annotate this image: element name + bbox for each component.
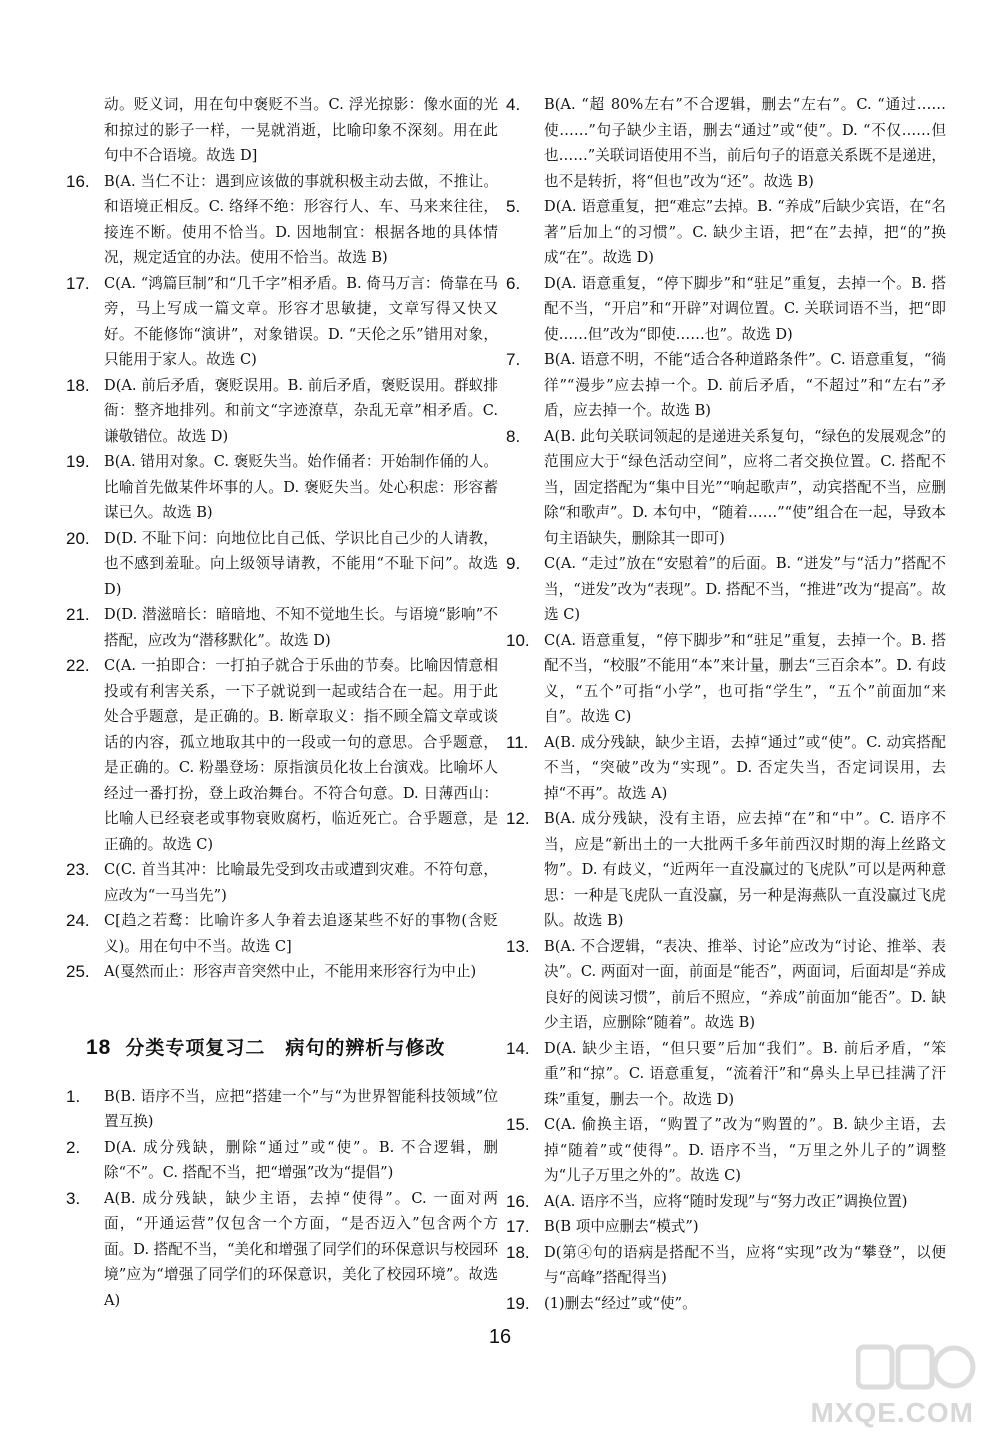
answer-text: D(A. 前后矛盾，褒贬误用。B. 前后矛盾，褒贬误用。群蚁排衙：整齐地排列。和前文“字迹潦草，杂乱无章”相矛盾。C. 谦敬错位。故选 D) bbox=[104, 376, 498, 445]
answer-item bbox=[506, 271, 946, 348]
answer-item bbox=[66, 449, 498, 526]
answer-item bbox=[506, 92, 946, 194]
page-number: 16 bbox=[488, 1326, 512, 1348]
answer-item bbox=[66, 857, 498, 908]
answer-item bbox=[506, 1240, 946, 1291]
answer-item bbox=[66, 1084, 498, 1135]
answer-item bbox=[66, 653, 498, 857]
answer-text: (1)删去“经过”或“使”。 bbox=[544, 1294, 697, 1312]
answer-text: B(A. 错用对象。C. 褒贬失当。始作俑者：开始制作俑的人。比喻首先做某件坏事的人。D. 褒贬失当。处心积虑：形容蓄谋已久。故选 B) bbox=[104, 453, 498, 521]
answer-number: 13. bbox=[506, 936, 530, 956]
answer-text: A(B. 此句关联词领起的是递进关系复句，“绿色的发展观念”的范围应大于“绿色活动空间”，应将二者交换位置。C. 搭配不当，固定搭配为“集中目光”“响起歌声”，动宾搭配不当，应删除“和歌声”。D. 本句中，“随着……”“使”组合在一起，导致本句主语缺失，删除其一即可) bbox=[544, 427, 946, 547]
answer-text: D(A. 语意重复，“停下脚步”和“驻足”重复，去掉一个。B. 搭配不当，“开启”和“开辟”对调位置。C. 关联词语不当，把“即使……但”改为“即使……也”。故选 D) bbox=[544, 274, 946, 343]
answer-number: 16. bbox=[506, 1191, 530, 1211]
answer-text: D(D. 潜滋暗长：暗暗地、不知不觉地生长。与语境“影响”不搭配，应改为“潜移默化”。故选 D) bbox=[104, 606, 498, 649]
answer-list-before bbox=[66, 169, 498, 985]
answer-text: A(B. 成分残缺，缺少主语，去掉“通过”或“使”。C. 动宾搭配不当，“突破”改为“实现”。D. 否定失当，否定词误用，去掉“不再”。故选 A) bbox=[544, 733, 946, 802]
answer-item bbox=[66, 959, 498, 985]
answer-list-right bbox=[506, 92, 946, 1316]
answer-number: 25. bbox=[66, 962, 90, 981]
answer-number: 22. bbox=[66, 656, 90, 675]
answer-item bbox=[66, 169, 498, 271]
answer-text: C(A. 偷换主语，“购置了”改为“购置的”。B. 缺少主语，去掉“随着”或“使得”。D. 语序不当，“万里之外儿子的”调整为“儿子万里之外的”。故选 C) bbox=[544, 1116, 946, 1184]
answer-item bbox=[506, 1214, 946, 1240]
answer-number: 6. bbox=[506, 273, 521, 293]
answer-item bbox=[506, 1189, 946, 1215]
answer-item bbox=[506, 934, 946, 1036]
answer-text: D(A. 成分残缺，删除“通过”或“使”。B. 不合逻辑，删除“不”。C. 搭配不当，把“增强”改为“提倡”) bbox=[104, 1138, 498, 1181]
answer-number: 20. bbox=[66, 528, 90, 548]
left-column bbox=[66, 92, 498, 1313]
answer-item bbox=[66, 602, 498, 653]
answer-number: 1. bbox=[66, 1086, 81, 1106]
answer-number: 18. bbox=[506, 1242, 530, 1262]
watermark-logo-icon bbox=[856, 1343, 976, 1395]
answer-number: 16. bbox=[66, 171, 90, 191]
answer-text: C(C. 首当其冲：比喻最先受到攻击或遭到灾难。不符句意，应改为“一马当先”) bbox=[104, 861, 498, 904]
answer-text: B(A. 不合逻辑，“表决、推举、讨论”应改为“讨论、推举、表决”。C. 两面对一面，前面是“能否”，两面词，后面却是“养成良好的阅读习惯”，前后不照应，“养成”前面加“能否”。D. 缺少主语，应删除“随着”。故选 B) bbox=[544, 937, 946, 1031]
answer-number: 24. bbox=[66, 911, 90, 930]
answer-text: B(A. 成分残缺，没有主语，应去掉“在”和“中”。C. 语序不当，应是“新出土的一大批两千多年前西汉时期的海上丝路文物”。D. 有歧义，“近两年一直没赢过的飞虎队”可以是两种意思：一种是飞虎队一直没赢，另一种是海燕队一直没赢过飞虎队。故选 B) bbox=[544, 810, 946, 929]
answer-text: C(A. 一拍即合：一打拍子就合于乐曲的节奏。比喻因情意相投或有利害关系，一下子就说到一起或结合在一起。用于此处合乎题意，是正确的。B. 断章取义：指不顾全篇文章或谈话的内容，孤立地取其中的一段或一句的意思。合乎题意，是正确的。C. 粉墨登场：原指演员化妆上台演戏。比喻坏人经过一番打扮，登上政治舞台。不符合句意。D. 日薄西山：比喻人已经衰老或事物衰败腐朽，临近死亡。合乎题意，是正确的。故选 C) bbox=[104, 657, 498, 853]
answer-number: 7. bbox=[506, 350, 521, 369]
answer-number: 11. bbox=[506, 732, 529, 752]
answer-number: 3. bbox=[66, 1188, 81, 1208]
answer-text: D(A. 缺少主语，“但只要”后加“我们”。B. 前后矛盾，“笨重”和“掠”。C. 语意重复，“流着汗”和“鼻头上早已挂满了汗珠”重复，删去一个。故选 D) bbox=[544, 1039, 946, 1108]
answer-number: 17. bbox=[506, 1217, 530, 1236]
answer-text: B(A. 语意不明，不能“适合各种道路条件”。C. 语意重复，“徜徉”“漫步”应去掉一个。D. 前后矛盾，“不超过”和“左右”矛盾，应去掉一个。故选 B) bbox=[544, 351, 946, 419]
watermark bbox=[810, 1335, 982, 1435]
answer-item bbox=[506, 1291, 946, 1317]
answer-item bbox=[66, 373, 498, 450]
answer-text: A(戛然而止：形容声音突然中止，不能用来形容行为中止) bbox=[104, 963, 477, 980]
answer-number: 23. bbox=[66, 860, 90, 879]
answer-number: 10. bbox=[506, 630, 530, 650]
section-number: 18 bbox=[86, 1035, 112, 1059]
answer-text: C[趋之若鹜：比喻许多人争着去追逐某些不好的事物(含贬义)。用在句中不当。故选 C] bbox=[104, 912, 498, 955]
answer-text: C(A. “走过”放在“安慰着”的后面。B. “迸发”与“活力”搭配不当，“迸发”改为“表现”。D. 搭配不当，“推进”改为“提高”。故选 C) bbox=[544, 555, 946, 623]
answer-number: 8. bbox=[506, 426, 521, 446]
answer-item bbox=[506, 806, 946, 934]
answer-number: 19. bbox=[506, 1293, 530, 1313]
watermark-text: MXQE.COM bbox=[810, 1397, 974, 1428]
answer-text: B(A. 当仁不让：遇到应该做的事就积极主动去做，不推让。和语境正相反。C. 络绎不绝：形容行人、车、马来来往往，接连不断。使用不恰当。D. 因地制宜：根据各地的具体情况，规定适宜的办法。使用不恰当。故选 B) bbox=[104, 172, 498, 266]
answer-text: D(D. 不耻下问：向地位比自己低、学识比自己少的人请教，也不感到羞耻。向上级领导请教，不能用“不耻下问”。故选 D) bbox=[104, 529, 498, 598]
answer-number: 2. bbox=[66, 1137, 81, 1157]
answer-text: D(A. 语意重复，把“难忘”去掉。B. “养成”后缺少宾语，在“名著”后加上“的习惯”。C. 缺少主语，把“在”去掉，把“的”换成“在”。故选 D) bbox=[544, 198, 946, 266]
answer-item bbox=[506, 1112, 946, 1189]
answer-number: 14. bbox=[506, 1038, 530, 1058]
answer-list-after bbox=[66, 1084, 498, 1314]
answer-number: 12. bbox=[506, 809, 530, 828]
answer-number: 18. bbox=[66, 375, 90, 395]
answer-item bbox=[506, 551, 946, 628]
right-column bbox=[506, 92, 946, 1316]
answer-number: 17. bbox=[66, 273, 90, 293]
answer-item bbox=[506, 194, 946, 271]
answer-item bbox=[66, 526, 498, 603]
answer-text: B(B. 语序不当，应把“搭建一个”与“为世界智能科技领域”位置互换) bbox=[104, 1087, 498, 1130]
answer-number: 5. bbox=[506, 197, 521, 216]
answer-text: A(B. 成分残缺，缺少主语，去掉“使得”。C. 一面对两面，“开通运营”仅包含一个方面，“是否迈入”包含两个方面。D. 搭配不当，“美化和增强了同学们的环保意识与校园环境”应为“增强了同学们的环保意识，美化了校园环境”。故选 A) bbox=[104, 1189, 498, 1309]
answer-item bbox=[506, 424, 946, 552]
answer-number: 15. bbox=[506, 1115, 530, 1134]
answer-item bbox=[66, 271, 498, 373]
answer-text: D(第④句的语病是搭配不当，应将“实现”改为“攀登”，以便与“高峰”搭配得当) bbox=[544, 1243, 946, 1286]
answer-item bbox=[66, 908, 498, 959]
answer-number: 9. bbox=[506, 554, 521, 573]
answer-item bbox=[506, 1036, 946, 1113]
answer-item bbox=[506, 730, 946, 807]
answer-number: 19. bbox=[66, 452, 90, 471]
answer-number: 4. bbox=[506, 95, 521, 114]
section-heading bbox=[86, 1033, 498, 1060]
answer-item bbox=[506, 628, 946, 730]
section-title: 分类专项复习二 病句的辨析与修改 bbox=[125, 1036, 446, 1059]
answer-item bbox=[66, 1135, 498, 1186]
continuation-text: 动。贬义词，用在句中褒贬不当。C. 浮光掠影：像水面的光和掠过的影子一样，一晃就消逝，比喻印象不深刻。用在此句中不合语境。故选 D] bbox=[104, 96, 498, 164]
answer-text: C(A. 语意重复，“停下脚步”和“驻足”重复，去掉一个。B. 搭配不当，“校服”不能用“本”来计量，删去“三百余本”。D. 有歧义，“五个”可指“小学”，也可指“学生”，“五个”前面加“来自”。故选 C) bbox=[544, 631, 946, 725]
answer-text: B(A. “超 80%左右”不合逻辑，删去“左右”。C. “通过……使……”句子缺少主语，删去“通过”或“使”。D. “不仅……但也……”关联词语使用不当，前后句子的语意关系既不是递进，也不是转折，将“但也”改为“还”。故选 B) bbox=[544, 96, 946, 190]
answer-text: B(B 项中应删去“模式”) bbox=[544, 1218, 699, 1235]
answer-item bbox=[506, 347, 946, 424]
answer-text: C(A. “鸿篇巨制”和“几千字”相矛盾。B. 倚马万言：倚靠在马旁，马上写成一篇文章。形容才思敏捷，文章写得又快又好。不能修饰“演讲”，对象错误。D. “天伦之乐”错用对象，只能用于家人。故选 C) bbox=[104, 274, 498, 368]
answer-number: 21. bbox=[66, 605, 90, 624]
answer-item bbox=[66, 1186, 498, 1314]
answer-text: A(A. 语序不当，应将“随时发现”与“努力改正”调换位置) bbox=[544, 1192, 908, 1210]
